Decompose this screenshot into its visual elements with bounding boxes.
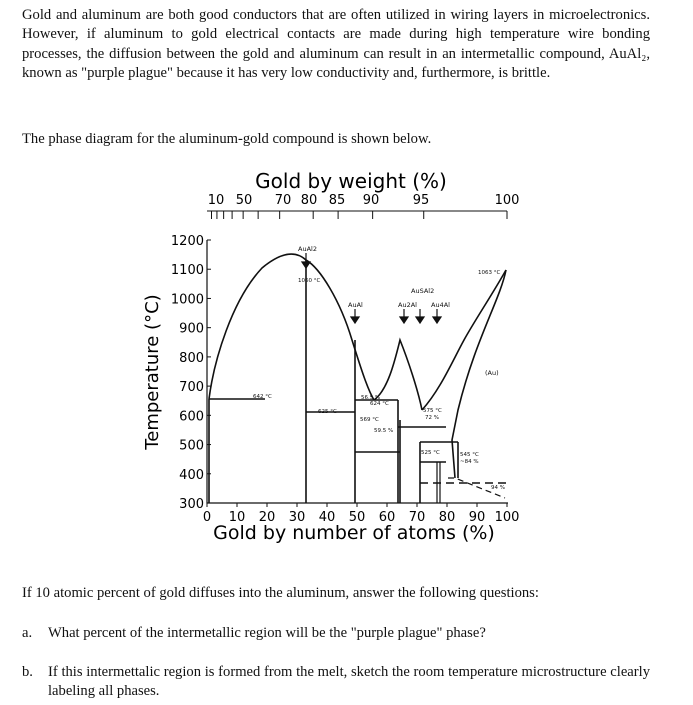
y-tick-label: 800 — [179, 350, 204, 366]
annotation-525: 525 °C — [421, 450, 440, 456]
annotation-625: 625 °C — [318, 409, 337, 415]
y-tick-label: 600 — [179, 409, 204, 425]
label-au-solid: (Au) — [485, 369, 499, 377]
annotation-94: 94 % — [491, 485, 505, 491]
label-au4al: Au4Al — [431, 301, 450, 309]
question-intro: If 10 atomic percent of gold diffuses into the aluminum, answer the following questions: — [22, 585, 539, 601]
question-b-text: If this intermettalic region is formed from the melt, sketch the room temperature microstructure clearly labeling all phases. — [48, 664, 650, 700]
x-tick-label: 80 — [438, 510, 456, 525]
y-tick-label: 500 — [179, 438, 204, 454]
top-tick-label: 70 — [274, 193, 292, 208]
y-tick-label: 1000 — [170, 292, 204, 308]
x-tick-label: 40 — [318, 510, 336, 525]
annotation-575: 575 °C — [423, 408, 442, 414]
x-axis-label: Gold by number of atoms (%) — [213, 522, 495, 544]
y-tick-label: 300 — [179, 497, 204, 512]
y-tick-label: 900 — [179, 321, 204, 337]
y-axis-label: Temperature (°C) — [142, 294, 163, 450]
diagram-lead-sentence: The phase diagram for the aluminum-gold compound is shown below. — [22, 131, 432, 147]
question-a — [22, 624, 650, 643]
x-tick-label: 90 — [468, 510, 486, 525]
top-tick-label: 90 — [362, 193, 380, 208]
annotations — [253, 270, 505, 491]
annotation-545: 545 °C — [460, 452, 479, 458]
annotation-72: 72 % — [425, 415, 439, 421]
x-tick-label: 100 — [494, 510, 520, 525]
annotation-56-5: 56.5 % — [361, 395, 381, 401]
top-tick-label: 95 — [412, 193, 430, 208]
x-tick-label: 70 — [408, 510, 426, 525]
label-auAl2: AuAl2 — [298, 245, 317, 253]
annotation-1063: 1063 °C — [478, 270, 501, 276]
left-axis-labels — [171, 234, 211, 512]
y-tick-label: 400 — [179, 467, 204, 483]
y-tick-label: 1200 — [170, 234, 204, 249]
x-tick-label: 50 — [348, 510, 366, 525]
top-tick-label: 50 — [235, 193, 253, 208]
annotation-642: 642 °C — [253, 394, 272, 400]
question-a-text: What percent of the intermetallic region will be the "purple plague" phase? — [48, 625, 486, 641]
annotation-624: 624 °C — [370, 401, 389, 407]
question-b-label: b. — [22, 664, 33, 680]
top-axis-ticks — [211, 211, 507, 219]
label-auAl: AuAl — [348, 301, 363, 309]
top-axis-labels — [208, 193, 520, 208]
x-tick-label: 30 — [288, 510, 306, 525]
label-au5al2: AuSAl2 — [411, 287, 435, 295]
top-tick-label: 100 — [494, 193, 520, 208]
x-tick-label: 10 — [228, 510, 246, 525]
annotation-569: 569 °C — [360, 417, 379, 423]
x-tick-label: 20 — [258, 510, 276, 525]
liquidus-left — [209, 254, 306, 399]
y-tick-label: 1100 — [170, 263, 204, 279]
phase-labels — [298, 245, 499, 377]
label-au2al: Au2Al — [398, 301, 417, 309]
x-tick-label: 60 — [378, 510, 396, 525]
x-tick-label: 0 — [202, 510, 212, 525]
top-tick-label: 10 — [207, 193, 225, 208]
y-tick-label: 700 — [179, 380, 204, 396]
annotation-84: ~84 % — [460, 459, 479, 465]
question-b — [22, 663, 650, 702]
question-a-label: a. — [22, 625, 33, 641]
annotation-59-5: 59.5 % — [374, 428, 394, 434]
intro-paragraph: Gold and aluminum are both good conductors that are often utilized in wiring layers in microelectronics. However, if aluminum to gold electrical contacts are made during high temperature wire bonding processes, the diffusion between the gold and aluminum can result in an intermetallic compound, AuAl₂, known as "purple plague" because it has very low conductivity and, furthermore, is brittle. — [22, 7, 650, 82]
annotation-1060: 1060 °C — [298, 278, 321, 284]
chart-title: Gold by weight (%) — [255, 169, 447, 193]
top-tick-label: 80 — [300, 193, 318, 208]
top-tick-label: 85 — [328, 193, 346, 208]
